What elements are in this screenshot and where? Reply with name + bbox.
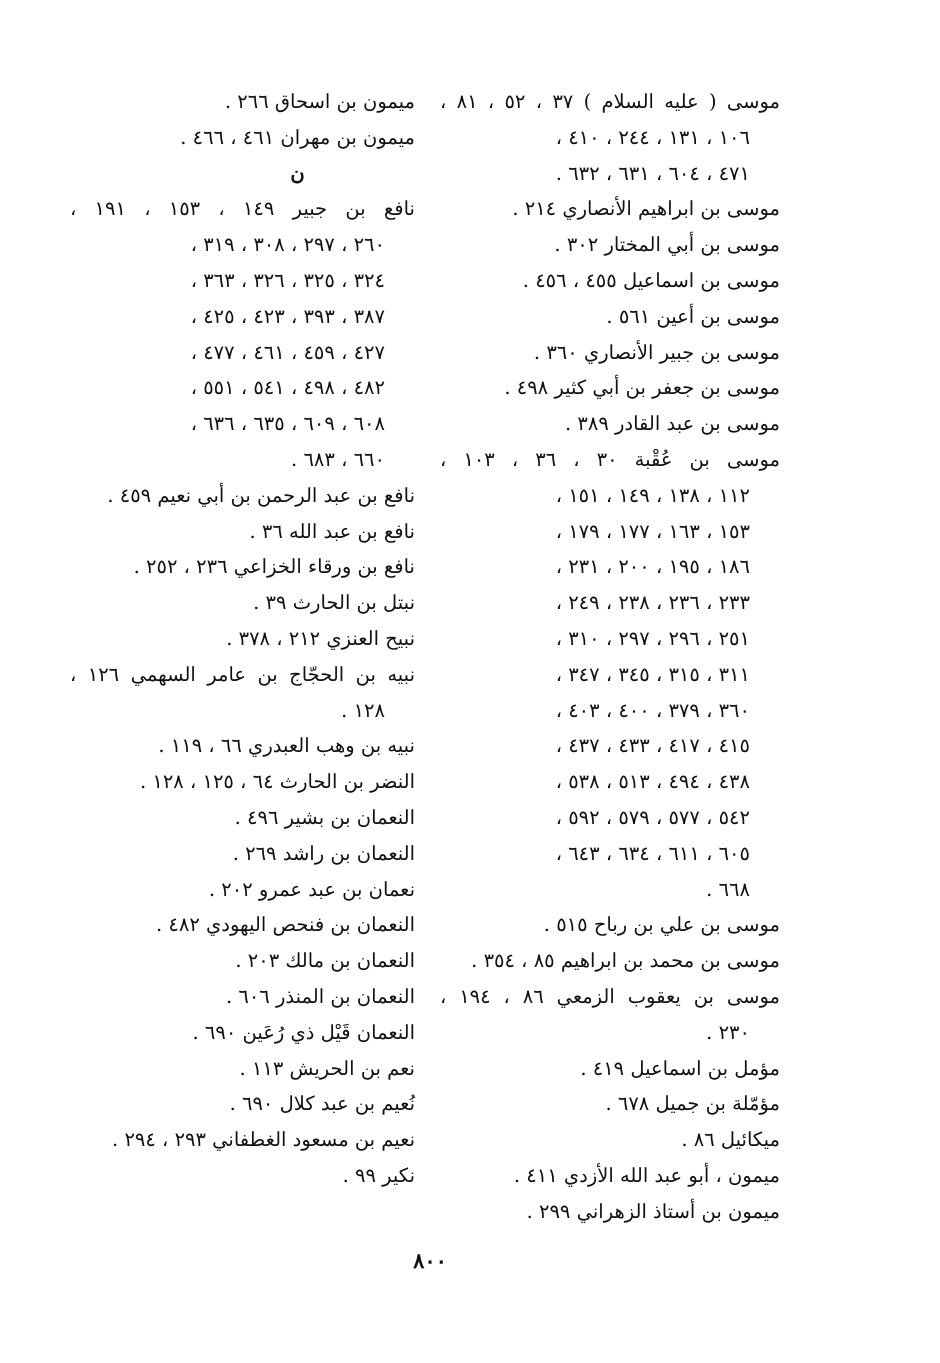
index-line: ٣١١ ، ٣١٥ ، ٣٤٥ ، ٣٤٧ ، <box>555 662 750 686</box>
index-line: موسى بن علي بن رباح ٥١٥ . <box>543 913 780 937</box>
index-line: ٢٦٠ ، ٢٩٧ ، ٣٠٨ ، ٣١٩ ، <box>190 233 385 257</box>
index-line: ٦٠٥ ، ٦١١ ، ٦٣٤ ، ٦٤٣ ، <box>555 841 750 865</box>
index-line: مؤمّلة بن جميل ٦٧٨ . <box>605 1092 780 1116</box>
index-line: ١٥٣ ، ١٦٣ ، ١٧٧ ، ١٧٩ ، <box>555 519 750 543</box>
index-line: موسى بن جبير الأنصاري ٣٦٠ . <box>533 340 780 364</box>
index-line: ٦٠٨ ، ٦٠٩ ، ٦٣٥ ، ٦٣٦ ، <box>190 412 385 436</box>
index-line: نعم بن الحريش ١١٣ . <box>239 1056 415 1080</box>
index-line: ٦٦٠ ، ٦٨٣ . <box>291 447 385 471</box>
index-line: نافع بن عبد الرحمن بن أبي نعيم ٤٥٩ . <box>107 483 415 507</box>
index-line: النعمان بن راشد ٢٦٩ . <box>232 841 415 865</box>
index-column-right <box>440 84 780 1230</box>
index-line: ٤٨٢ ، ٤٩٨ ، ٥٤١ ، ٥٥١ ، <box>190 376 385 400</box>
index-line: ميكائيل ٨٦ . <box>681 1128 780 1152</box>
index-line: ٢٣٠ . <box>706 1020 750 1044</box>
index-line: نبتل بن الحارث ٣٩ . <box>253 591 415 615</box>
index-line: النعمان قَيْل ذي رُعَين ٦٩٠ . <box>192 1020 415 1044</box>
index-line: موسى بن اسماعيل ٤٥٥ ، ٤٥٦ . <box>522 268 780 292</box>
index-line: موسى بن جعفر بن أبي كثير ٤٩٨ . <box>504 376 780 400</box>
index-line: النعمان بن فنحص اليهودي ٤٨٢ . <box>155 913 415 937</box>
index-line: ١٠٦ ، ١٣١ ، ٢٤٤ ، ٤١٠ ، <box>555 125 750 149</box>
index-line: ١٢٨ . <box>341 698 385 722</box>
index-line: موسى بن ابراهيم الأنصاري ٢١٤ . <box>512 197 780 221</box>
index-line: نُعيم بن عبد كلال ٦٩٠ . <box>229 1092 415 1116</box>
index-line: نافع بن جبير ١٤٩ ، ١٥٣ ، ١٩١ ، <box>70 197 415 221</box>
index-line: نافع بن عبد الله ٣٦ . <box>249 519 415 543</box>
index-line: موسى بن أبي المختار ٣٠٢ . <box>554 233 780 257</box>
index-line: مؤمل بن اسماعيل ٤١٩ . <box>580 1056 780 1080</box>
index-column-left <box>70 84 415 1194</box>
page-number: ٨٠٠ <box>413 1248 447 1273</box>
index-line: موسى بن عُقْبة ٣٠ ، ٣٦ ، ١٠٣ ، <box>440 447 780 471</box>
index-line: نعيم بن مسعود الغطفاني ٢٩٣ ، ٢٩٤ . <box>112 1128 415 1152</box>
index-line: موسى بن عبد القادر ٣٨٩ . <box>564 412 780 436</box>
index-line: ٥٤٢ ، ٥٧٧ ، ٥٧٩ ، ٥٩٢ ، <box>555 805 750 829</box>
index-line: موسى بن محمد بن ابراهيم ٨٥ ، ٣٥٤ . <box>471 949 780 973</box>
index-line: ٢٣٣ ، ٢٣٦ ، ٢٣٨ ، ٢٤٩ ، <box>555 591 750 615</box>
index-line: نبيه بن وهب العبدري ٦٦ ، ١١٩ . <box>158 734 415 758</box>
index-line: موسى بن يعقوب الزمعي ٨٦ ، ١٩٤ ، <box>440 984 780 1008</box>
index-line: ٢٥١ ، ٢٩٦ ، ٢٩٧ ، ٣١٠ ، <box>555 626 750 650</box>
index-line: نافع بن ورقاء الخزاعي ٢٣٦ ، ٢٥٢ . <box>133 555 415 579</box>
index-line: موسى ( عليه السلام ) ٣٧ ، ٥٢ ، ٨١ ، <box>440 90 780 113</box>
index-line: ميمون بن أستاذ الزهراني ٢٩٩ . <box>526 1199 780 1223</box>
index-line: ٤١٥ ، ٤١٧ ، ٤٣٣ ، ٤٣٧ ، <box>555 734 750 758</box>
index-line: النعمان بن المنذر ٦٠٦ . <box>225 984 415 1008</box>
index-line: النعمان بن بشير ٤٩٦ . <box>234 805 415 829</box>
index-line: ٤٢٧ ، ٤٥٩ ، ٤٦١ ، ٤٧٧ ، <box>190 340 385 364</box>
index-line: ميمون بن اسحاق ٢٦٦ . <box>224 90 415 113</box>
index-line: ٦٦٨ . <box>706 877 750 901</box>
index-line: النضر بن الحارث ٦٤ ، ١٢٥ ، ١٢٨ . <box>139 770 415 794</box>
index-line: موسى بن أعين ٥٦١ . <box>606 304 780 328</box>
index-line: ٤٧١ ، ٦٠٤ ، ٦٣١ ، ٦٣٢ . <box>555 161 750 185</box>
index-line: ميمون ، أبو عبد الله الأزدي ٤١١ . <box>513 1163 780 1187</box>
index-line: النعمان بن مالك ٢٠٣ . <box>235 949 415 973</box>
index-line: ٣٢٤ ، ٣٢٥ ، ٣٢٦ ، ٣٦٣ ، <box>190 268 385 292</box>
index-line: ٤٣٨ ، ٤٩٤ ، ٥١٣ ، ٥٣٨ ، <box>555 770 750 794</box>
index-line: ٣٨٧ ، ٣٩٣ ، ٤٢٣ ، ٤٢٥ ، <box>190 304 385 328</box>
index-line: ١٨٦ ، ١٩٥ ، ٢٠٠ ، ٢٣١ ، <box>555 555 750 579</box>
index-line: ١١٢ ، ١٣٨ ، ١٤٩ ، ١٥١ ، <box>555 483 750 507</box>
index-line: ميمون بن مهران ٤٦١ ، ٤٦٦ . <box>180 125 415 149</box>
index-line: نعمان بن عبد عمرو ٢٠٢ . <box>208 877 415 901</box>
section-letter-heading: ن <box>290 161 305 185</box>
index-line: نكير ٩٩ . <box>342 1163 415 1187</box>
index-line: نبيه بن الحجّاج بن عامر السهمي ١٢٦ ، <box>70 662 415 686</box>
index-line: ٣٦٠ ، ٣٧٩ ، ٤٠٠ ، ٤٠٣ ، <box>555 698 750 722</box>
index-line: نبيح العنزي ٢١٢ ، ٣٧٨ . <box>226 626 415 650</box>
